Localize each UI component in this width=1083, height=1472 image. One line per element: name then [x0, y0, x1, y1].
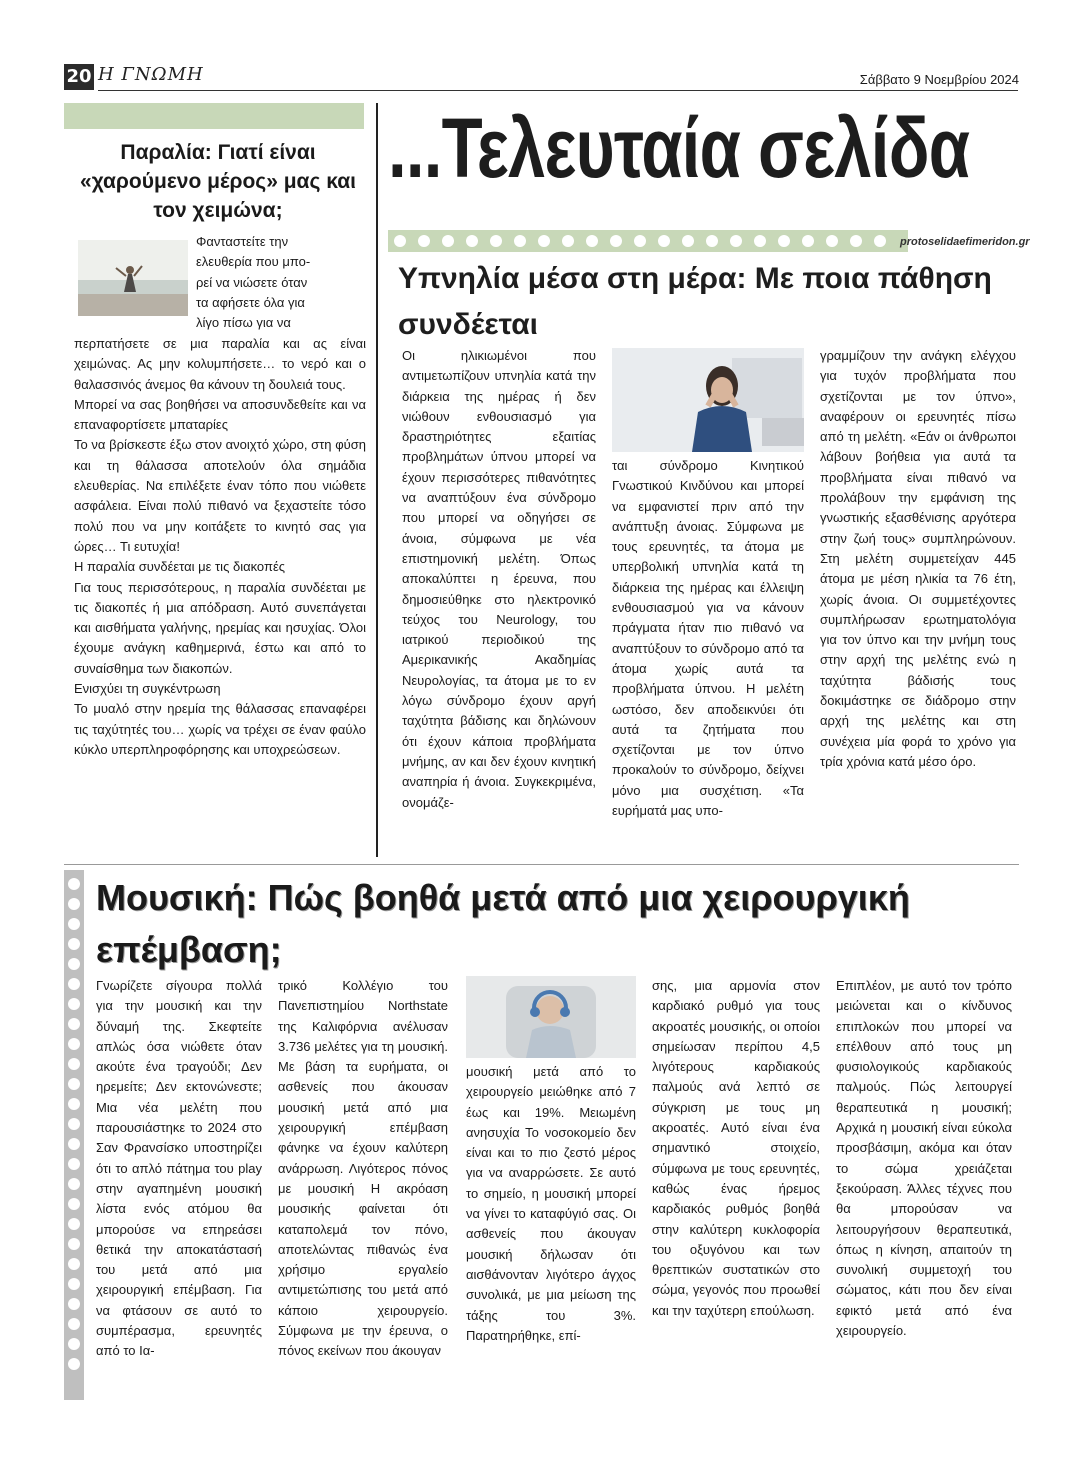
- page-number: 20: [64, 64, 94, 90]
- music-col-3: μουσική μετά από το χειρουργείο μειώθηκε από 7 έως και 19%. Μειωμένη ανησυχία Το νοσοκομείο δεν είναι και το πιο ζεστό μέρος για να αναρρώσετε. Σε αυτό το σημείο, η μουσική μπορεί να γίνει το καταφύγιό σας. Οι ασθενείς που άκουγαν μουσική δήλωσαν ότι αισθάνονταν λιγότερο άγχος συνολικά, με μια μείωση της τάξης του 3%. Παρατηρήθηκε, επί-: [466, 1064, 636, 1343]
- masthead: Η ΓΝΩΜΗ: [98, 64, 204, 85]
- sleep-col-2: ται σύνδρομο Κινητικού Γνωστικού Κινδύνου και μπορεί να εμφανιστεί πριν από την ανάπτυξη άνοιας. Σύμφωνα με τους ερευνητές, τα άτομα με υπερβολική υπνηλία κατά τη διάρκεια της ημέρας και έλλειψη ενθουσιασμού για να κάνουν πράγματα ήταν πιο πιθανό να αναπτύξουν το σύνδρομο από τα άτομα χωρίς αυτά τα προβλήματα ύπνου. Η μελέτη ωστόσο, δεν αποδεικνύει ότι αυτά τα ζητήματα που σχετίζονται με τον ύπνο προκαλούν το σύνδρομο, δείχνει μόνο μια συσχέτιση. «Τα ευρήματά μας υπο-: [612, 458, 804, 819]
- issue-date: Σάββατο 9 Νοεμβρίου 2024: [859, 72, 1019, 87]
- beach-photo-icon: [78, 240, 188, 316]
- music-col-1: Γνωρίζετε σίγουρα πολλά για την μουσική και την δύναμή της. Σκεφτείτε απλώς όσα νιώθετε όταν ακούτε ένα τραγούδι; Δεν ηρεμείτε; Δεν εκτονώνεστε; Μια νέα μελέτη που παρουσιάστηκε το 2024 στο Σαν Φρανσίσκο υποστηρίζει ότι το απλό πάτημα του play στην αγαπημένη μουσική λίστα ενός ατόμου θα μπορούσε να επηρεάσει θετικά την αποκατάστασή του μετά από μια χειρουργική επέμβαση. Για να φτάσουν σε αυτό το συμπέρασμα, ερευνητές από το Ια-: [96, 978, 262, 1359]
- beach-intro: [196, 232, 366, 333]
- beach-intro-line: Φανταστείτε την: [196, 234, 289, 249]
- music-col-4: σης, μια αρμονία στον καρδιακό ρυθμό για τους ακροατές μουσικής, οι οποίοι σημείωσαν περίπου 4,5 λιγότερους καρδιακούς παλμούς ανά λεπτό σε σύγκριση με τους μη ακροατές. Αυτό είναι ένα σημαντικό στοιχείο, σύμφωνα με τους ερευνητές, καθώς ένας ήρεμος καρδιακός ρυθμός βοηθά στην καλύτερη κυκλοφορία του οξυγόνου και των θρεπτικών συστατικών στο σώμα, γεγονός που προωθεί και την ταχύτερη επούλωση.: [652, 978, 820, 1318]
- beach-intro-line: λίγο πίσω για να: [196, 315, 291, 331]
- beach-subhead: Η παραλία συνδέεται με τις διακοπές: [74, 559, 286, 575]
- beach-body: [74, 334, 366, 760]
- music-headline: Μουσική: Πώς βοηθά μετά από μια χειρουργική επέμβαση;: [96, 877, 910, 970]
- music-col-2: τρικό Κολλέγιο του Πανεπιστημίου Northstate της Καλιφόρνια ανέλυσαν 3.736 μελέτες για τη μουσική. Με βάση τα ευρήματα, οι ασθενείς που άκουσαν μουσική μετά από μια χειρουργική επέμβαση φάνηκε να έχουν καλύτερη ανάρρωση. Λιγότερος πόνος με μουσική Η ακρόαση μουσικής φαίνεται ότι καταπολεμά τον πόνο, αποτελώντας πιθανώς ένα χρήσιμο εργαλείο αντιμετώπισης του μετά από κάποιο χειρουργείο. Σύμφωνα με την έρευνα, ο πόνος εκείνων που άκουγαν: [278, 978, 448, 1359]
- beach-paragraph: Το μυαλό στην ηρεμία της θάλασσας επαναφέρει τις ταχύτητές του… χωρίς να τρέχει σε έναν φαύλο κύκλο υπερπληροφόρησης και υποχρεώσεων.: [74, 701, 366, 757]
- woman-headphones-photo-icon: [466, 976, 636, 1058]
- music-photo: [466, 976, 636, 1058]
- sleep-col-1: Οι ηλικιωμένοι που αντιμετωπίζουν υπνηλία κατά την διάρκεια της ημέρας ή δεν νιώθουν ενθουσιασμό για δραστηριότητες εξαιτίας προβλημάτων ύπνου μπορεί να έχουν περισσότερες πιθανότητες να αναπτύξουν ένα σύνδρομο που μπορεί να οδηγήσει σε άνοια, σύμφωνα με νέα επιστημονική μελέτη. Όπως αποκαλύπτει η έρευνα, που δημοσιεύθηκε στο ηλεκτρονικό τεύχος του Neurology, του ιατρικού περιοδικού της Αμερικανικής Ακαδημίας Νευρολογίας, τα άτομα με το εν λόγω σύνδρομο έχουν αργή ταχύτητα βάδισης και δηλώνουν ότι έχουν κάποια προβλήματα μνήμης, αν και δεν έχουν κινητική αναπηρία ή άνοια. Συγκεκριμένα, ονομάζε-: [402, 348, 596, 810]
- beach-photo: [78, 240, 188, 316]
- beach-paragraph: Το να βρίσκεστε έξω στον ανοιχτό χώρο, στη φύση και τη θάλασσα αποτελούν όλα σημάδια ελευθερίας. Να επιλέξετε έναν τόπο που νιώθετε ασφάλεια. Είναι πολύ πιθανό να ξεχαστείτε τόσο πολύ που να μην κοιτάξετε το κινητό σας για ώρες… Τι ευτυχία!: [74, 437, 366, 554]
- section-title: ...Τελευταία σελίδα: [388, 101, 970, 195]
- dots-band: [388, 230, 908, 252]
- beach-intro-line: τα αφήσετε όλα για: [196, 294, 305, 310]
- beach-headline: Παραλία: Γιατί είναι «χαρούμενο μέρος» μας και τον χειμώνα;: [80, 141, 356, 222]
- header-rule: [98, 90, 1018, 91]
- tired-woman-photo-icon: [612, 348, 804, 452]
- film-strip: [64, 870, 84, 1400]
- beach-paragraph: Μπορεί να σας βοηθήσει να αποσυνδεθείτε και να επαναφορτίσετε μπαταρίες: [74, 396, 366, 433]
- section-separator: [64, 864, 1019, 865]
- sleep-col-3: γραμμίζουν την ανάγκη ελέγχου για τυχόν προβλήματα που σχετίζονται με τον ύπνο», αναφέρουν οι ερευνητές πίσω από τη μελέτη. «Εάν οι άνθρωποι λάβουν βοήθεια για αυτά τα προβλήματα είναι πιθανό να προλάβουν την εμφάνιση της γνωστικής εξασθένισης αργότερα στην ζωή τους» συμπληρώνουν. Στη μελέτη συμμετείχαν 445 άτομα με μέση ηλικία τα 76 έτη, χωρίς άνοια. Οι συμμετέχοντες συμπλήρωσαν ερωτηματολόγια για τον ύπνο και την μνήμη τους στην αρχή της μελέτης ενώ η ταχύτητα βάδισής τους δοκιμάστηκε σε διάδρομο στην αρχή της μελέτης και στη συνέχεια μία φορά το χρόνο για τρία χρόνια κατά μέσο όρο.: [820, 348, 1016, 769]
- sleep-headline: Υπνηλία μέσα στη μέρα: Με ποια πάθηση συνδέεται: [398, 262, 992, 341]
- beach-paragraph: περπατήσετε σε μια παραλία και ας είναι χειμώνας. Ας μην κολυμπήσετε… το νερό και ο θαλασσινός άνεμος θα κάνουν τη δουλειά τους.: [74, 336, 366, 392]
- music-col-5: Επιπλέον, με αυτό τον τρόπο μειώνεται και ο κίνδυνος επιπλοκών που μπορεί να επέλθουν από τους μη φυσιολογικούς καρδιακούς παλμούς. Πώς λειτουργεί θεραπευτικά η μουσική; Αρχικά η μουσική είναι εύκολα προσβάσιμη, ακόμα και όταν το σώμα χρειάζεται ξεκούραση. Άλλες τέχνες που θα μπορούσαν να λειτουργήσουν θεραπευτικά, όπως η κίνηση, απαιτούν τη συνολική συμμετοχή του σώματος, κάτι που δεν είναι εφικτό μετά από ένα χειρουργείο.: [836, 978, 1012, 1339]
- column-divider: [376, 103, 378, 857]
- beach-subhead: Ενισχύει τη συγκέντρωση: [74, 681, 221, 697]
- source-website: protoselidaefimeridon.gr: [900, 236, 1030, 248]
- left-column-band: [64, 103, 364, 129]
- sleep-photo: [612, 348, 804, 452]
- beach-intro-line: ελευθερία που μπο-: [196, 254, 311, 270]
- beach-intro-line: ρεί να νιώσετε όταν: [196, 274, 308, 290]
- beach-paragraph: Για τους περισσότερους, η παραλία συνδέεται με τις διακοπές ή μια απόδραση. Αυτό συνεπάγεται και αισθήματα γαλήνης, ηρεμίας και ησυχίας. Όλοι έχουμε ανάγκη καθημερινά, έστω και από το συναίσθημα των διακοπών.: [74, 579, 366, 676]
